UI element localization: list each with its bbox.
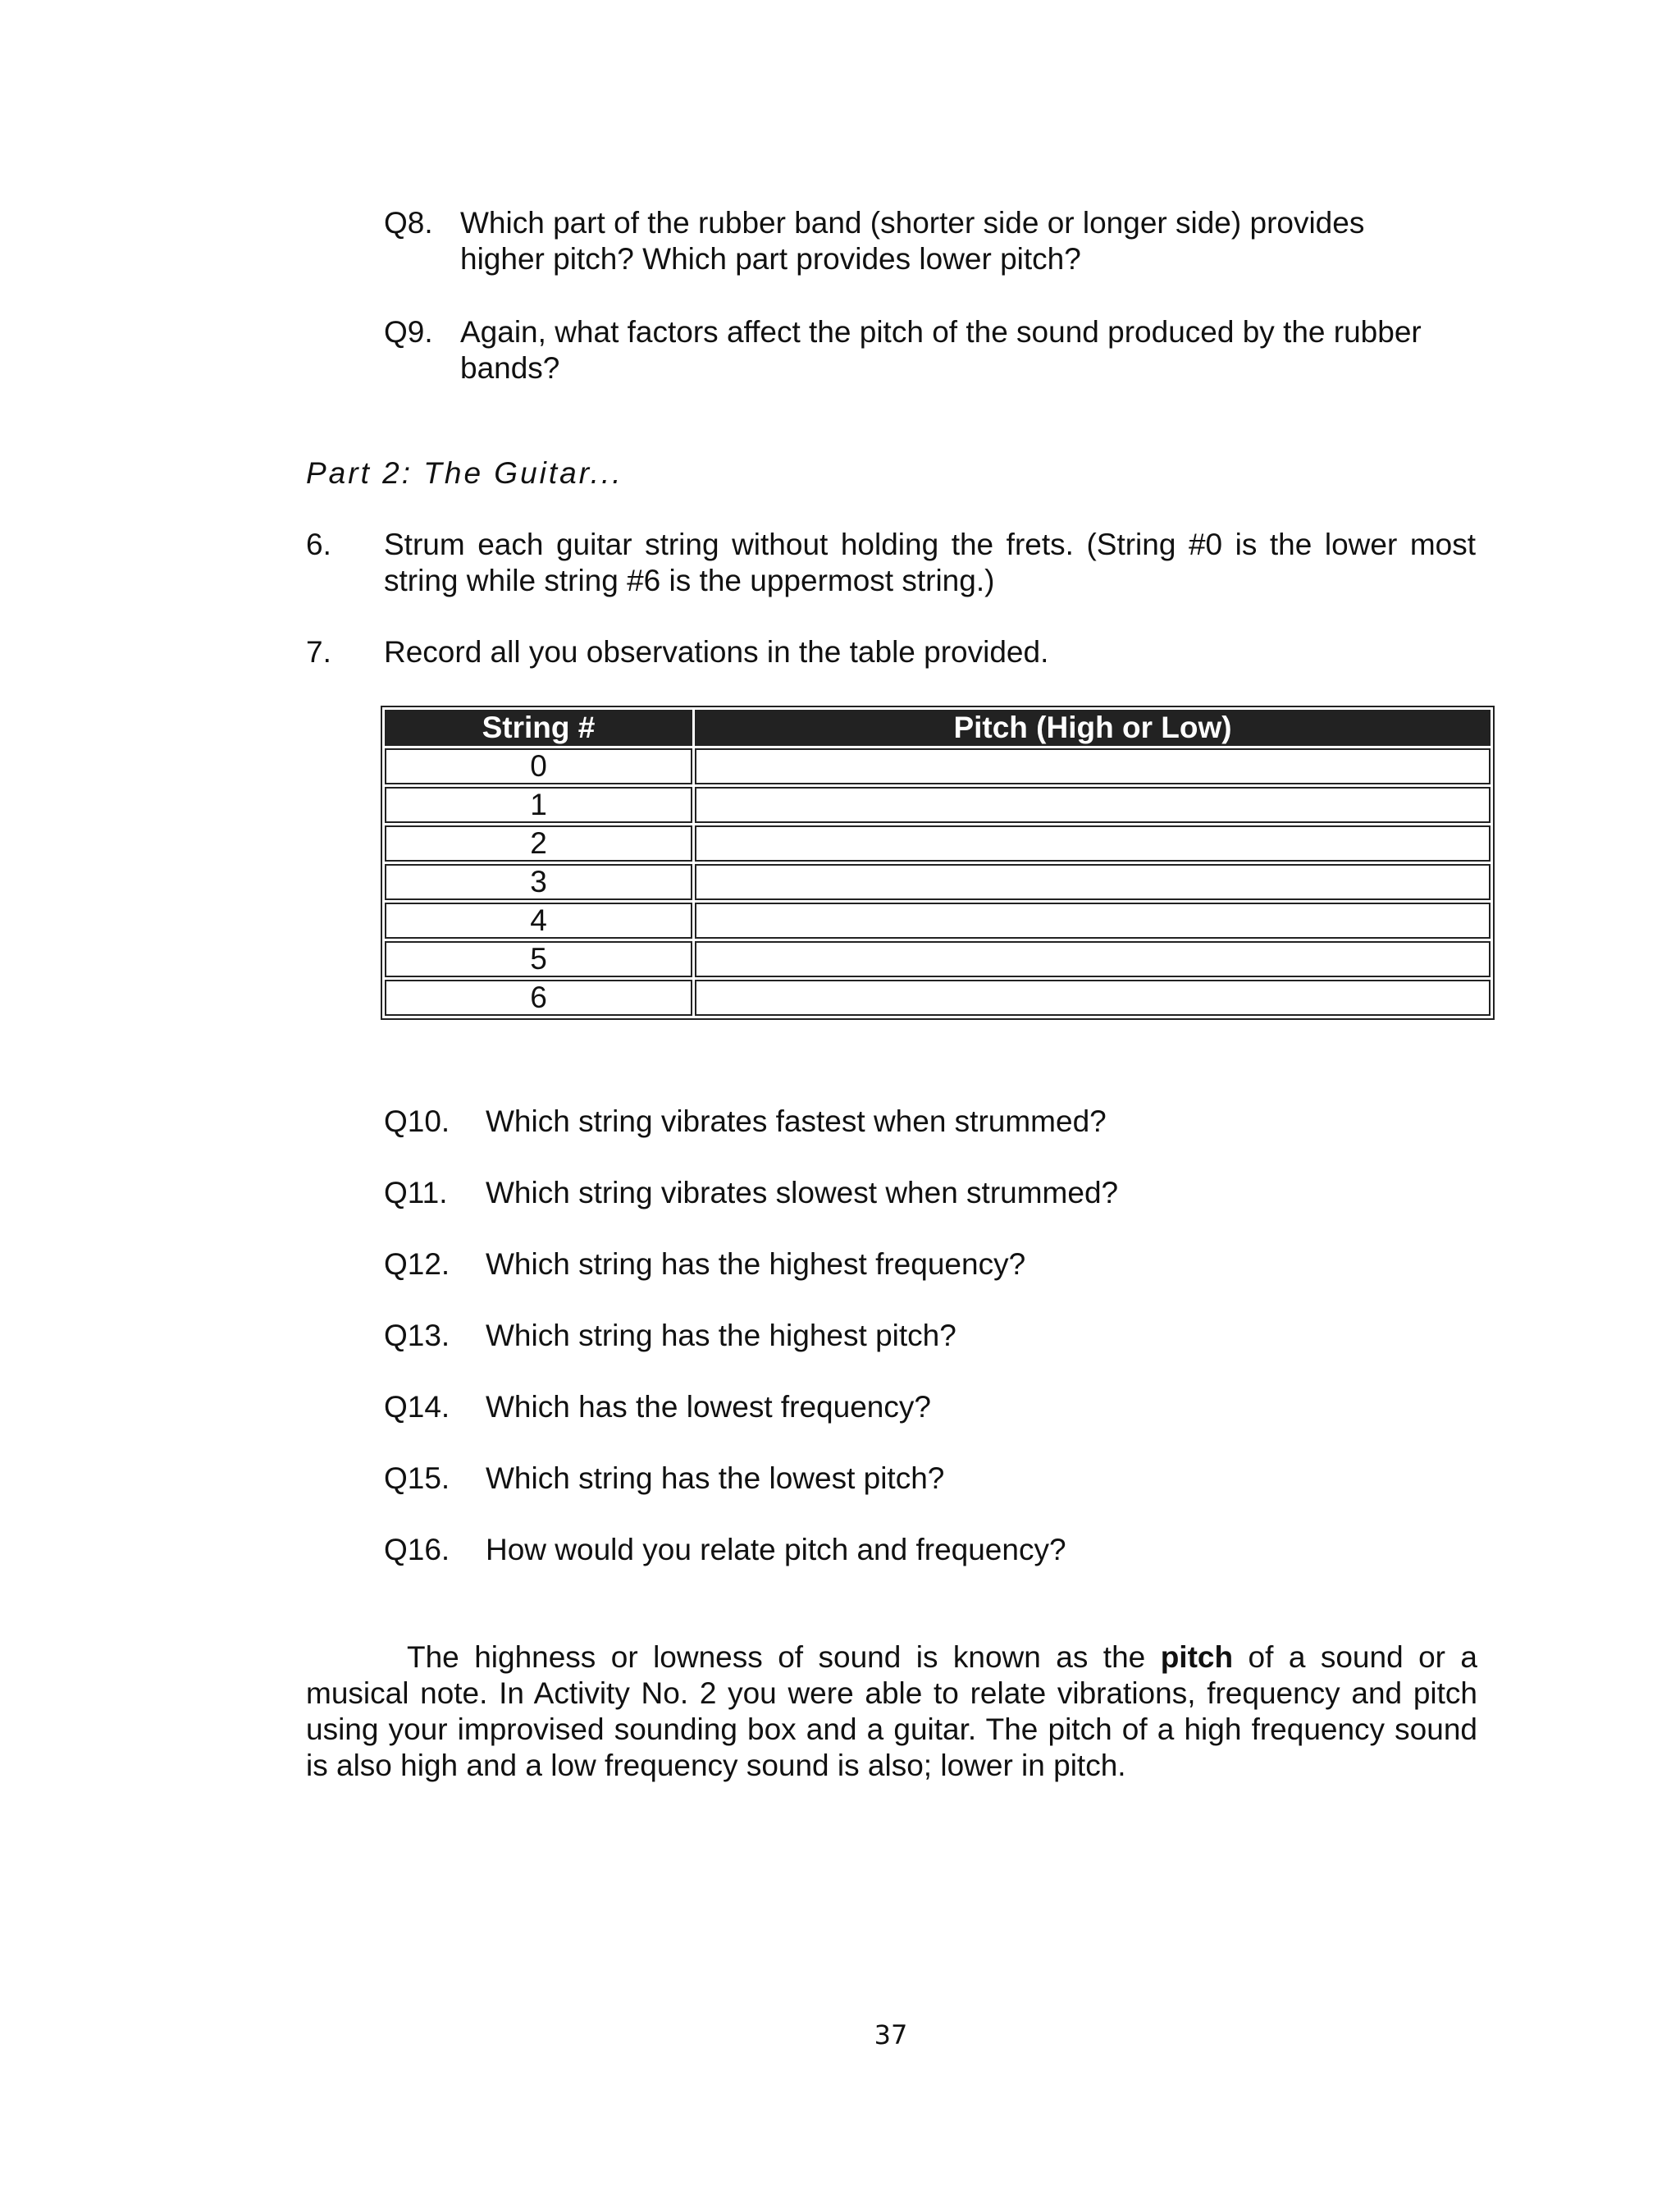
question-number: Q13. (384, 1319, 450, 1352)
question-text: Which string has the highest frequency? (486, 1247, 1026, 1281)
step-text: Record all you observations in the table provided. (384, 635, 1049, 669)
question-number: Q12. (384, 1247, 450, 1281)
question-number: Q16. (384, 1533, 450, 1566)
pitch-term: pitch (1160, 1640, 1234, 1674)
question-q16 (384, 1532, 1532, 1573)
question-q11 (384, 1175, 1532, 1216)
page-number: 37 (874, 2019, 908, 2051)
step-7 (306, 634, 1487, 675)
question-text: Which string vibrates slowest when strummed? (486, 1176, 1119, 1209)
question-number: Q15. (384, 1461, 450, 1495)
table-row (385, 980, 1491, 1016)
table-row (385, 864, 1491, 900)
pitch-answer-cell[interactable] (695, 748, 1491, 784)
question-q9 (384, 314, 1532, 388)
pitch-answer-cell[interactable] (695, 941, 1491, 977)
string-number-cell: 1 (385, 787, 692, 823)
question-q10 (384, 1104, 1532, 1145)
question-q13 (384, 1318, 1532, 1359)
part-heading: Part 2: The Guitar... (306, 456, 623, 490)
string-number-cell: 2 (385, 825, 692, 862)
question-number: Q10. (384, 1104, 450, 1138)
string-number-cell: 5 (385, 941, 692, 977)
table-row (385, 941, 1491, 977)
pitch-answer-cell[interactable] (695, 864, 1491, 900)
header-pitch: Pitch (High or Low) (695, 710, 1491, 746)
question-number: Q11. (384, 1176, 448, 1209)
step-text: Strum each guitar string without holding the frets. (String #0 is the lower most string while string #6 is the uppermost string.) (384, 528, 1476, 597)
question-q8 (384, 205, 1532, 279)
question-number: Q14. (384, 1390, 450, 1424)
header-string-number: String # (385, 710, 692, 746)
question-number: Q8. (384, 206, 433, 240)
question-text: Which string vibrates fastest when strummed? (486, 1104, 1107, 1138)
observation-table (381, 706, 1495, 1020)
question-number: Q9. (384, 315, 433, 349)
pitch-answer-cell[interactable] (695, 980, 1491, 1016)
question-q14 (384, 1389, 1532, 1430)
question-text: Which string has the highest pitch? (486, 1319, 956, 1352)
question-text: Again, what factors affect the pitch of the sound produced by the rubber bands? (460, 315, 1422, 385)
string-number-cell: 3 (385, 864, 692, 900)
table-row (385, 748, 1491, 784)
question-q15 (384, 1461, 1532, 1502)
table-row (385, 903, 1491, 939)
string-number-cell: 6 (385, 980, 692, 1016)
question-text: Which string has the lowest pitch? (486, 1461, 945, 1495)
step-number: 6. (306, 528, 331, 561)
step-number: 7. (306, 635, 331, 669)
step-6 (306, 527, 1487, 601)
question-text: Which has the lowest frequency? (486, 1390, 931, 1424)
table-row (385, 825, 1491, 862)
pitch-answer-cell[interactable] (695, 903, 1491, 939)
question-q12 (384, 1246, 1532, 1287)
pitch-answer-cell[interactable] (695, 787, 1491, 823)
concluding-paragraph: The highness or lowness of sound is known as the pitch of a sound or a musical note. In Activity No. 2 you were able to relate vibrations, frequency and pitch using your improvised sounding box and a guitar. The pitch of a high frequency sound is also high and a low frequency sound is also; lower in pitch. (306, 1640, 1477, 1782)
table-header-row (385, 710, 1491, 746)
string-number-cell: 0 (385, 748, 692, 784)
question-text: Which part of the rubber band (shorter side or longer side) provides higher pitch? Which part provides lower pitch? (460, 206, 1365, 276)
question-text: How would you relate pitch and frequency? (486, 1533, 1066, 1566)
string-number-cell: 4 (385, 903, 692, 939)
table-row (385, 787, 1491, 823)
pitch-answer-cell[interactable] (695, 825, 1491, 862)
